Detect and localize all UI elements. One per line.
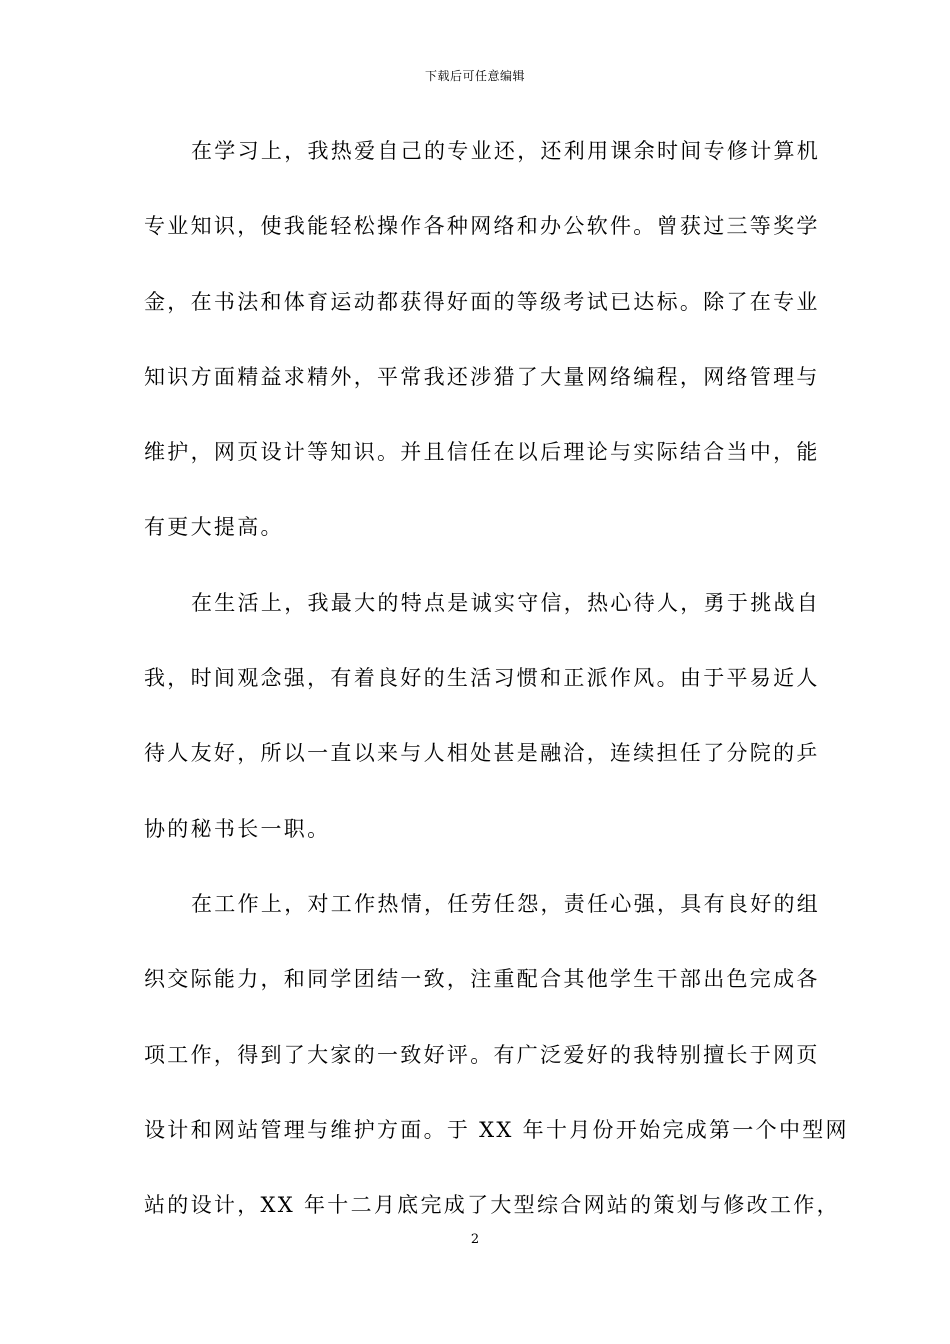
body-text bbox=[144, 131, 849, 1260]
paragraph-line: 知识方面精益求精外，平常我还涉猎了大量网络编程，网络管理与 bbox=[144, 364, 820, 389]
paragraph-line: 协的秘书长一职。 bbox=[144, 816, 331, 841]
paragraph-line: 在工作上，对工作热情，任劳任怨，责任心强，具有良好的组 bbox=[191, 891, 821, 916]
paragraph-line: 在生活上，我最大的特点是诚实守信，热心待人，勇于挑战自 bbox=[191, 590, 821, 615]
paragraph-line: 项工作，得到了大家的一致好评。有广泛爱好的我特别擅长于网页 bbox=[144, 1042, 820, 1067]
paragraph-line: 在学习上，我热爱自己的专业还，还利用课余时间专修计算机 bbox=[191, 139, 821, 163]
paragraph-line: 有更大提高。 bbox=[144, 515, 284, 540]
paragraph-line: 织交际能力，和同学团结一致，注重配合其他学生干部出色完成各 bbox=[144, 967, 820, 992]
paragraph-line: 金，在书法和体育运动都获得好面的等级考试已达标。除了在专业 bbox=[144, 289, 820, 314]
paragraph-line: 我，时间观念强，有着良好的生活习惯和正派作风。由于平易近人 bbox=[144, 666, 820, 691]
paragraph-line: 待人友好，所以一直以来与人相处甚是融洽，连续担任了分院的乒 bbox=[144, 741, 820, 766]
paragraph-line: 站的设计，XX 年十二月底完成了大型综合网站的策划与修改工作， bbox=[144, 1193, 840, 1218]
paragraph-line: 设计和网站管理与维护方面。于 XX 年十月份开始完成第一个中型网 bbox=[144, 1117, 849, 1142]
page-number: 2 bbox=[470, 1232, 480, 1247]
paragraph-line: 维护，网页设计等知识。并且信任在以后理论与实际结合当中，能 bbox=[144, 440, 820, 465]
page-header: 下载后可任意编辑 bbox=[424, 69, 525, 83]
paragraph-line: 专业知识，使我能轻松操作各种网络和办公软件。曾获过三等奖学 bbox=[144, 214, 820, 239]
